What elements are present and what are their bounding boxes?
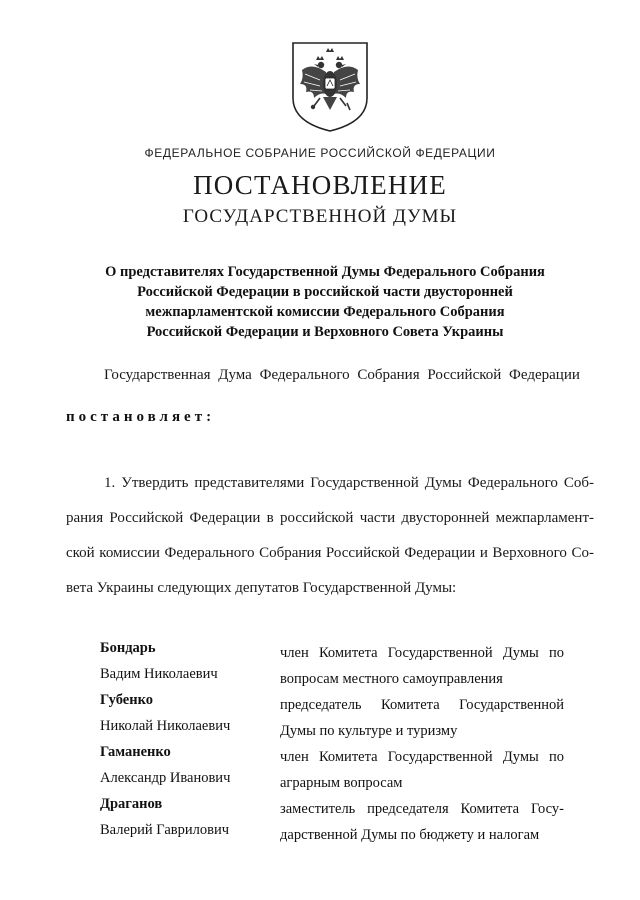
preamble-text: Государственная Дума Федерального Собрания Российской Федерации [104,367,580,383]
deputy-entry [0,640,640,692]
role-line: председатель Комитета Государственной [280,697,564,713]
russian-double-headed-eagle-icon [290,40,370,134]
deputy-entry [0,692,640,744]
role-line: Думы по культуре и туризму [280,723,458,739]
resolves-word: постановляет: [66,409,216,425]
deputy-surname: Драганов [100,796,163,812]
deputy-role [280,692,564,744]
document-title: ПОСТАНОВЛЕНИЕ [193,170,447,200]
deputy-surname: Губенко [100,692,153,708]
clause-line: рания Российской Федерации в российской части двусторонней межпарламент- [66,510,594,526]
clause-line: вета Украины следующих депутатов Государственной Думы: [66,580,457,596]
deputy-given-names: Валерий Гаврилович [100,822,229,838]
deputy-surname: Гаманенко [100,744,171,760]
deputy-role [280,744,564,796]
clause-1 [66,466,594,606]
role-line: член Комитета Государственной Думы по [280,749,564,765]
document-subtitle: ГОСУДАРСТВЕННОЙ ДУМЫ [182,206,458,227]
role-line: член Комитета Государственной Думы по [280,645,564,661]
deputy-surname: Бондарь [100,640,156,656]
role-line: заместитель председателя Комитета Госу- [280,801,564,817]
heading-line: Российской Федерации и Верховного Совета Украины [146,324,504,340]
resolution-heading [60,262,590,342]
heading-line: Российской Федерации в российской части двусторонней [137,284,513,300]
organization-name: ФЕДЕРАЛЬНОЕ СОБРАНИЕ РОССИЙСКОЙ ФЕДЕРАЦИИ [144,146,496,160]
role-line: дарственной Думы по бюджету и налогам [280,827,540,843]
heading-line: О представителях Государственной Думы Федерального Собрания [105,264,545,280]
role-line: аграрным вопросам [280,775,403,791]
clause-line: ской комиссии Федерального Собрания Российской Федерации и Верховного Со- [66,545,594,561]
deputy-given-names: Александр Иванович [100,770,231,786]
deputy-given-names: Вадим Николаевич [100,666,218,682]
emblem [290,40,370,134]
deputy-role [280,796,564,848]
deputy-role [280,640,564,692]
role-line: вопросам местного самоуправления [280,671,503,687]
deputy-given-names: Николай Николаевич [100,718,231,734]
deputy-entry [0,744,640,796]
deputy-entry [0,796,640,848]
heading-line: межпарламентской комиссии Федерального Собрания [145,304,505,320]
clause-line: 1. Утвердить представителями Государственной Думы Федерального Соб- [104,475,594,491]
